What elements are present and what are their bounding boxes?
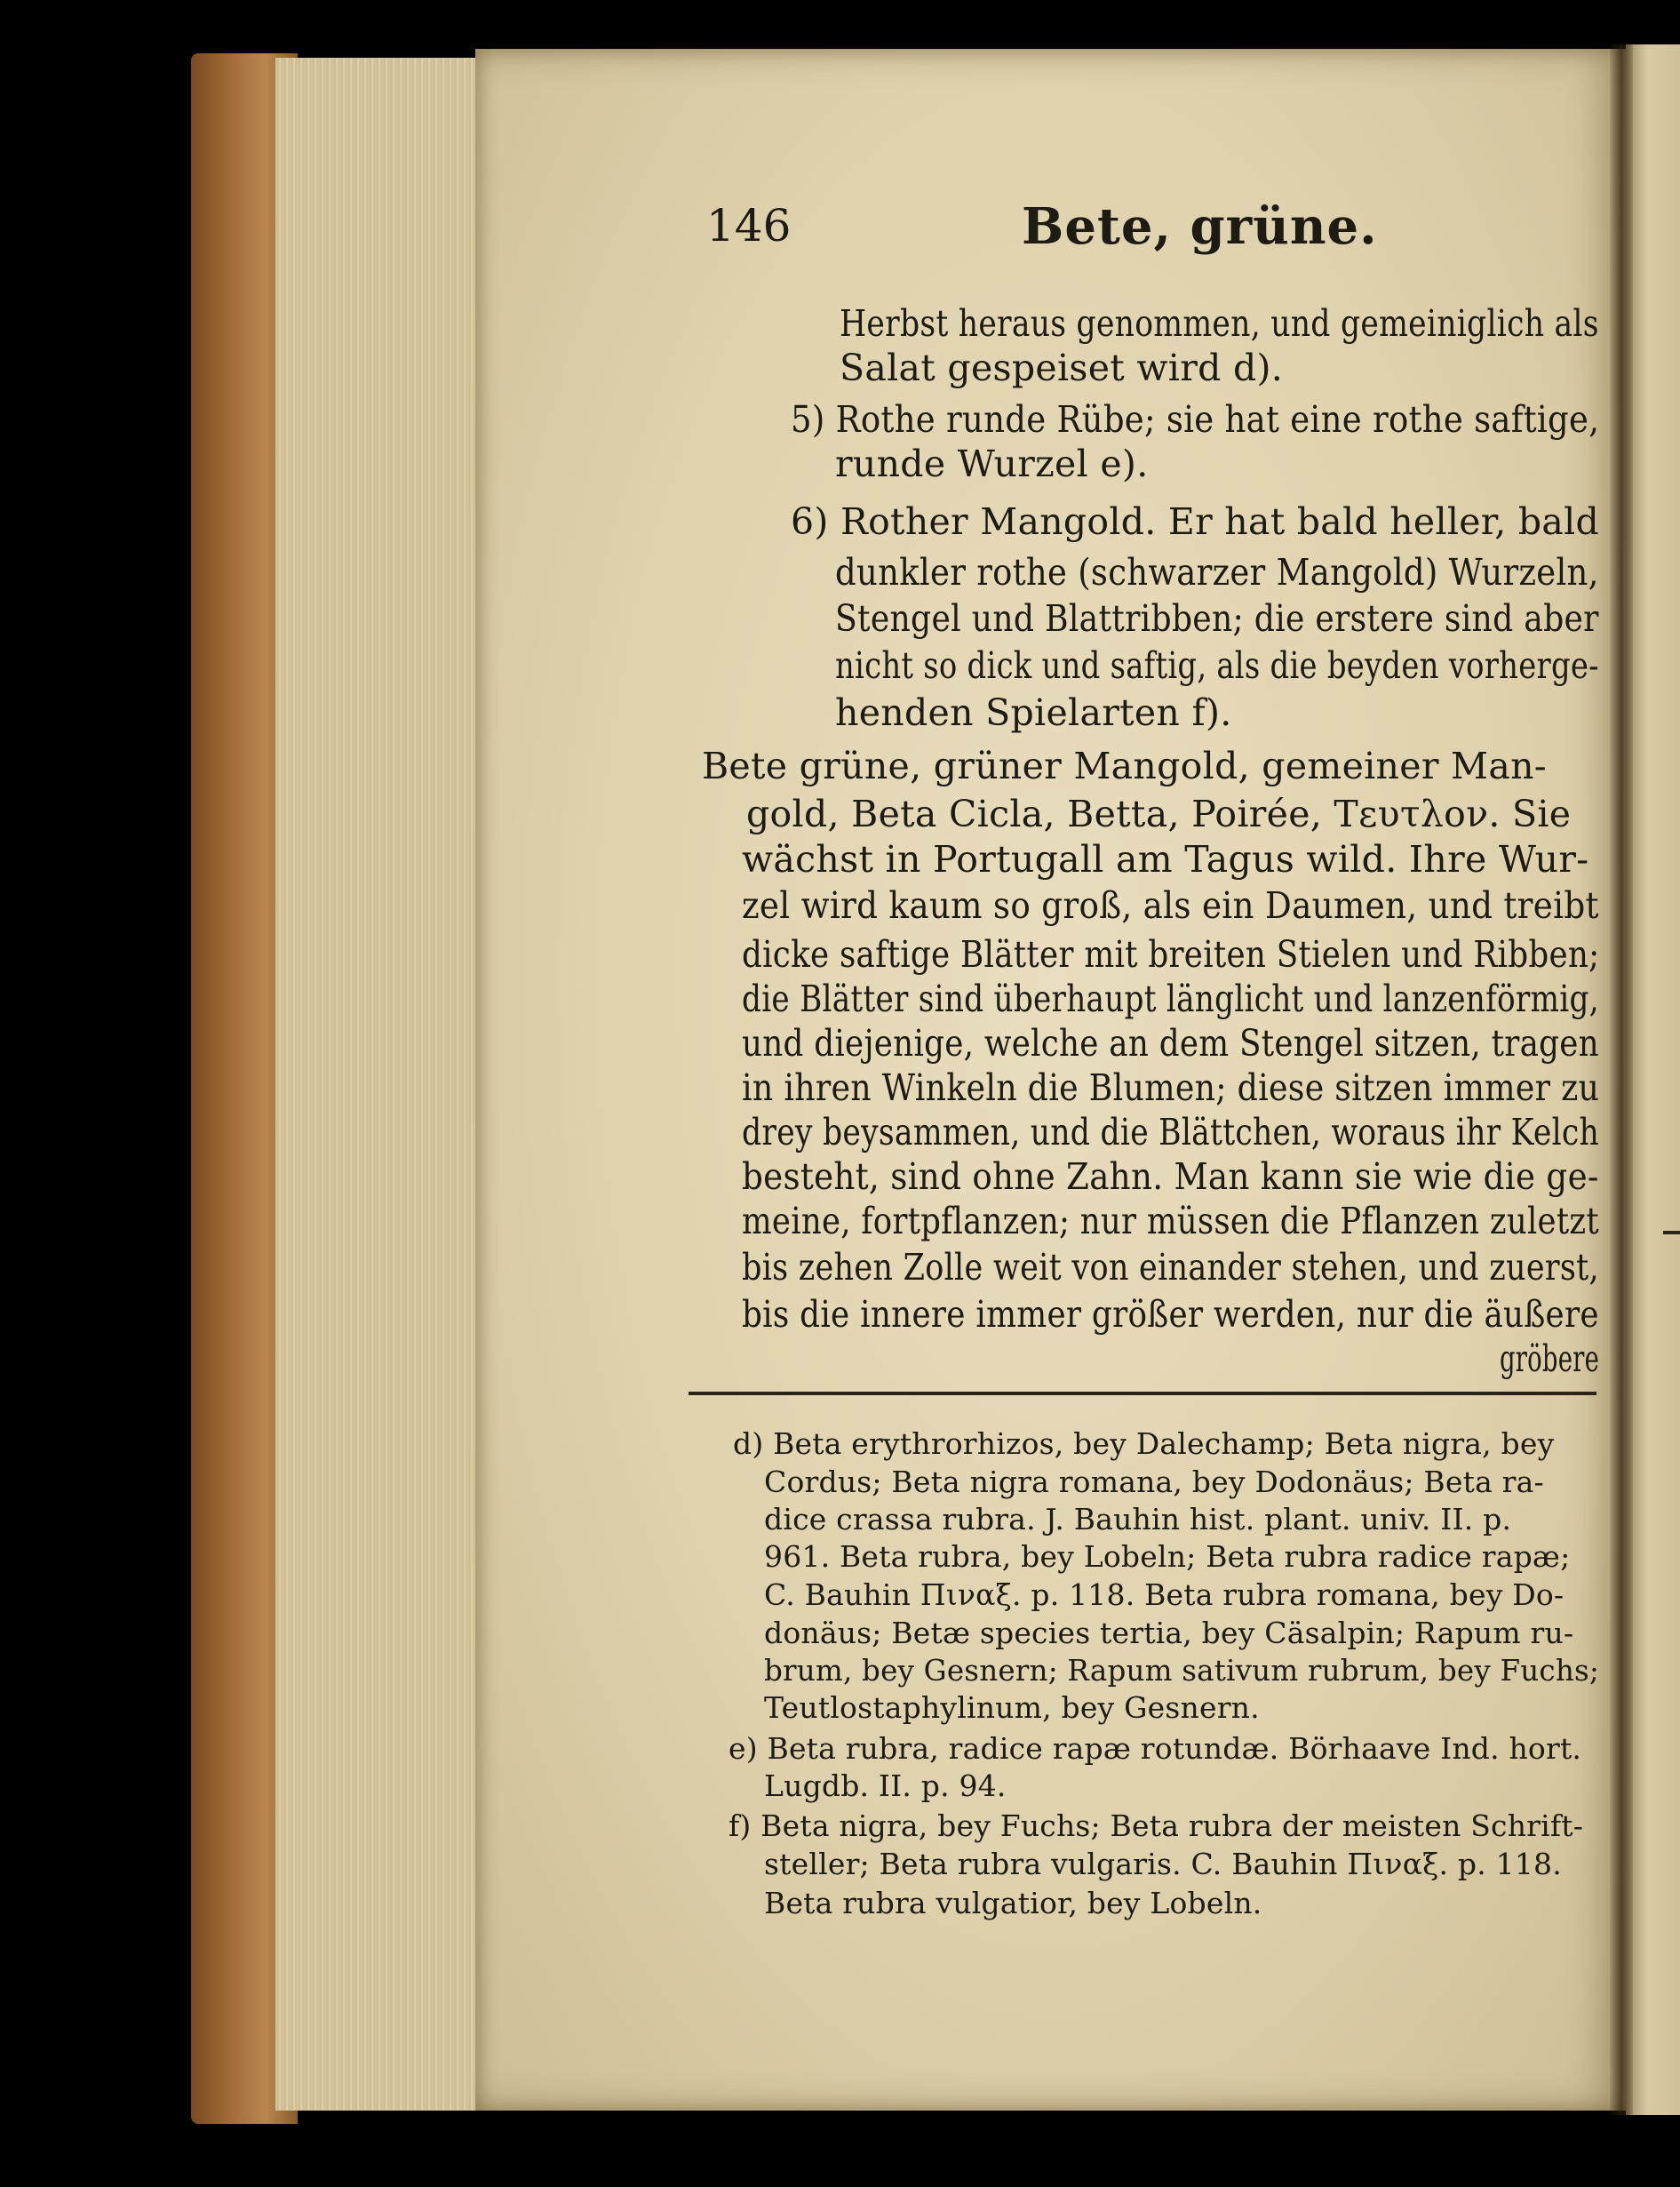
body-line: 5) Rothe runde Rübe; sie hat eine rothe saftige,	[791, 398, 1600, 441]
footnote-line: Cordus; Beta nigra romana, bey Dodonäus; Beta ra-	[764, 1465, 1544, 1499]
body-line: gold, Beta Cicla, Betta, Poirée, Τευτλον. Sie	[746, 793, 1572, 835]
body-line: meine, fortpflanzen; nur müssen die Pflanzen zuletzt	[742, 1200, 1599, 1242]
running-head: Bete, grüne.	[1022, 197, 1378, 256]
footnote-line: C. Bauhin Πιναξ. p. 118. Beta rubra romana, bey Do-	[764, 1577, 1565, 1612]
body-line: runde Wurzel e).	[835, 443, 1149, 485]
body-line: zel wird kaum so groß, als ein Daumen, und treibt	[742, 884, 1599, 927]
page-number: 146	[706, 200, 792, 251]
footnote-line: Beta rubra vulgatior, bey Lobeln.	[764, 1886, 1262, 1920]
body-line: Bete grüne, grüner Mangold, gemeiner Man-	[702, 745, 1547, 787]
body-line: in ihren Winkeln die Blumen; diese sitzen immer zu	[742, 1066, 1600, 1109]
body-line: die Blätter sind überhaupt länglicht und lanzenförmig,	[742, 978, 1599, 1020]
body-line: dicke saftige Blätter mit breiten Stielen und Ribben;	[742, 933, 1600, 976]
footnote-line: Teutlostaphylinum, bey Gesnern.	[764, 1690, 1260, 1725]
body-line: henden Spielarten f).	[835, 691, 1232, 734]
body-line: bis zehen Zolle weit von einander stehen, und zuerst,	[742, 1246, 1599, 1289]
facing-page-edge	[1626, 44, 1680, 2115]
body-line: bis die innere immer größer werden, nur die äußere	[742, 1293, 1599, 1336]
page-edges	[275, 58, 480, 2111]
footnote-line: steller; Beta rubra vulgaris. C. Bauhin Πιναξ. p. 118.	[764, 1847, 1562, 1881]
footnote-line: e) Beta rubra, radice rapæ rotundæ. Börhaave Ind. hort.	[729, 1731, 1582, 1766]
page-gutter	[1610, 44, 1633, 2115]
body-line: drey beysammen, und die Blättchen, woraus ihr Kelch	[742, 1111, 1600, 1153]
footnote-line: donäus; Betæ species tertia, bey Cäsalpin; Rapum ru-	[764, 1616, 1574, 1650]
body-line: Stengel und Blattribben; die erstere sind aber	[835, 597, 1599, 640]
footnote-line: d) Beta erythrorhizos, bey Dalechamp; Beta nigra, bey	[733, 1426, 1555, 1461]
body-line: Herbst heraus genommen, und gemeiniglich als	[840, 302, 1599, 345]
footnote-line: brum, bey Gesnern; Rapum sativum rubrum, bey Fuchs;	[764, 1653, 1600, 1688]
catchword: gröbere	[1500, 1337, 1600, 1380]
body-line: besteht, sind ohne Zahn. Man kann sie wie die ge-	[742, 1155, 1599, 1198]
footnote-line: dice crassa rubra. J. Bauhin hist. plant. univ. II. p.	[764, 1502, 1512, 1536]
body-line: wächst in Portugall am Tagus wild. Ihre Wur-	[742, 838, 1589, 881]
body-line: nicht so dick und saftig, als die beyden vorherge-	[835, 644, 1599, 687]
body-line: 6) Rother Mangold. Er hat bald heller, bald	[791, 500, 1599, 543]
margin-mark	[1663, 1231, 1680, 1234]
body-line: und diejenige, welche an dem Stengel sitzen, tragen	[742, 1022, 1599, 1065]
body-line: dunkler rothe (schwarzer Mangold) Wurzeln,	[835, 551, 1599, 594]
footnote-line: 961. Beta rubra, bey Lobeln; Beta rubra radice rapæ;	[764, 1539, 1571, 1574]
footnote-line: f) Beta nigra, bey Fuchs; Beta rubra der meisten Schrift-	[729, 1808, 1584, 1843]
footnote-rule	[689, 1392, 1596, 1395]
body-line: Salat gespeiset wird d).	[840, 347, 1284, 389]
footnote-line: Lugdb. II. p. 94.	[764, 1768, 1007, 1803]
